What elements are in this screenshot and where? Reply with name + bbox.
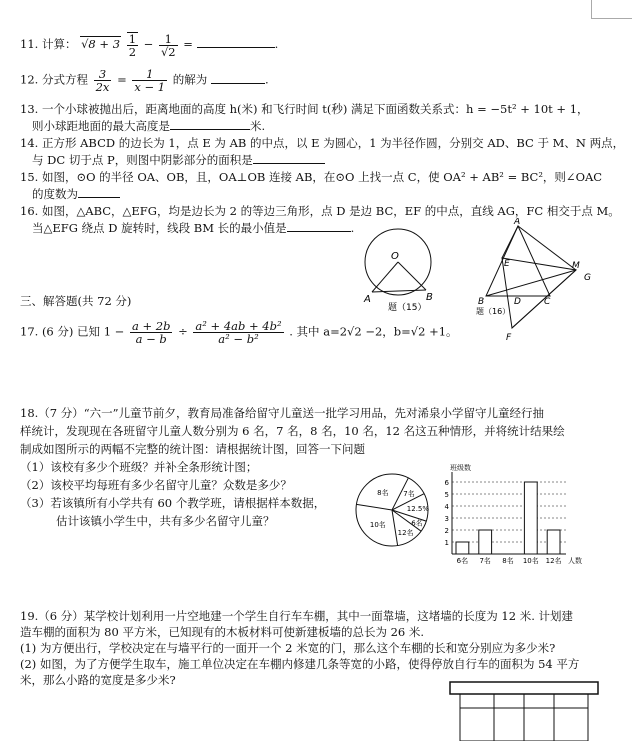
question-16: 16. 如图，△ABC，△EFG，均是边长为 2 的等边三角形，点 D 是边 BC，EF 的中点，直线 AG，FC 相交于点 M。 当△EFG 绕点 D 旋转时，线段 BM 长的最小值是 . [20, 204, 620, 235]
label-b: B [478, 297, 485, 307]
figure-15-caption: 题（15） [388, 303, 427, 313]
page-corner-mark [591, 0, 632, 19]
question-18: 18.（7 分）“六一”儿童节前夕，教育局准备给留守儿童送一批学习用品，先对浠泉小学留守儿童经行抽 样统计，发现现在各班留守儿童人数分别为 6 名，7 名，8 名，10 名，12 名这五种情形，并将统计结果绘 制成如图所示的两幅不完整的统计图：请根据统计图，回答一下问题 （1）该校有多少个班级？并补全条形统计图； （2）该校平均每班有多少名留守儿童？众数是多少？ （3）若该镇所有小学共有 60 个教学班，请根据样本数据， 估计该镇小学生中，共有多少名留守儿童？ [20, 406, 565, 528]
y-tick-label: 3 [444, 515, 449, 523]
label-f: F [506, 333, 512, 343]
x-axis-label: 人数 [568, 557, 582, 565]
q11-expression: √8 + 3 [81, 37, 121, 51]
bar [524, 482, 537, 554]
figure-19 [444, 676, 604, 741]
label-c: C [544, 297, 551, 307]
q17-fraction-1: $\frac{a + 2b}{a - b}$ [131, 319, 171, 346]
label-a: A [364, 294, 371, 305]
pie-slice-label: 7名 [403, 490, 415, 499]
bar [456, 542, 469, 554]
question-14: 14. 正方形 ABCD 的边长为 1，点 E 为 AB 的中点，以 E 为圆心，1 为半径作圆，分别交 AD、BC 于 M、N 两点， 与 DC 切于点 P，则图中阴影部分的面积是 [20, 136, 625, 167]
bar [547, 530, 560, 554]
bar-chart-body [445, 463, 582, 565]
q11-answer-blank[interactable] [197, 35, 275, 48]
q14-answer-blank[interactable] [253, 151, 325, 164]
pie-slice-label: 6名 [411, 519, 423, 528]
pie-chart [352, 470, 432, 550]
figure-16-caption: 题（16） [476, 307, 511, 316]
wall [450, 682, 598, 694]
triangle-efg [502, 258, 576, 328]
pie-slice-label: 8名 [377, 489, 389, 498]
label-m: M [572, 261, 580, 271]
x-tick-label: 8名 [502, 557, 514, 565]
pie-slice-label: 12名 [397, 529, 414, 538]
figure-15 [358, 222, 448, 314]
x-tick-label: 10名 [522, 557, 539, 565]
question-17: 17. (6 分) 已知 1 − $\frac{a + 2b}{a - b}$ ÷ $\frac{\text{a² + 4ab + 4b²}}{\text{a² − b²}}$ . 其中 a=2√2 −2，b=√2 +1。 [20, 319, 458, 346]
bar [479, 530, 492, 554]
y-tick-label: 4 [444, 503, 449, 511]
section-3-heading: 三、解答题(共 72 分) [20, 294, 132, 308]
question-13: 13. 一个小球被抛出后，距离地面的高度 h(米) 和飞行时间 t(秒) 满足下面函数关系式：h = −5t² + 10t + 1， 则小球距地面的最大高度是 米. [20, 102, 589, 133]
segment-bm [486, 270, 576, 296]
q16-answer-blank[interactable] [287, 219, 351, 232]
x-tick-label: 6名 [456, 557, 469, 565]
label-d: D [514, 297, 521, 307]
label-b: B [426, 292, 433, 303]
question-12: 12. 分式方程 $\frac{3}{2x}$ = $\frac{1}{x - 1}$ 的解为 . [20, 67, 269, 94]
q15-answer-blank[interactable] [78, 185, 120, 198]
q12-fraction-2: $\frac{1}{x - 1}$ [134, 67, 166, 94]
label-g: G [584, 273, 591, 283]
y-axis-label: 班级数 [450, 464, 471, 472]
q11-fraction-2: $\frac{1}{√2}$ [160, 31, 176, 59]
bar-chart [432, 462, 582, 570]
q11-fraction-1: $\frac{1}{2}$ [128, 32, 137, 59]
segment-oa [372, 262, 398, 292]
line-ag [518, 226, 576, 270]
q17-fraction-2: $\frac{\text{a² + 4ab + 4b²}}{\text{a² − b²}}$ [195, 319, 282, 346]
q12-fraction-1: $\frac{3}{2x}$ [95, 67, 110, 94]
question-19: 19.（6 分）某学校计划利用一片空地建一个学生自行车车棚，其中一面靠墙，这堵墙的长度为 12 米. 计划建 造车棚的面积为 80 平方米，已知现有的木板材料可使新建板墙的总长为 26 米. (1) 为方便出行，学校决定在与墙平行的一面开一个 2 米宽的门，那么这个车棚的长和宽分别应为多少米? (2) 如图，为了方便学生取车，施工单位决定在车棚内修建几条等宽的小路，使得停放自行车的面积为 54 平方 米，那么小路的宽度是多少米? [20, 609, 580, 687]
segment-ob [398, 262, 426, 290]
pie-slice-label: 12.5% [406, 504, 430, 513]
y-tick-label: 1 [444, 539, 449, 547]
q13-answer-blank[interactable] [170, 117, 250, 130]
label-a: A [514, 218, 521, 227]
shed-grid [460, 694, 588, 741]
label-e: E [504, 259, 510, 269]
q12-answer-blank[interactable] [211, 71, 265, 84]
question-15: 15. 如图，⊙O 的半径 OA、OB，且，OA⊥OB 连接 AB，在⊙O 上找一点 C，使 OA² + AB² = BC²，则∠OAC 的度数为 [20, 170, 603, 201]
pie-slice-label: 10名 [369, 521, 386, 530]
y-tick-label: 2 [444, 527, 449, 535]
figure-16 [468, 218, 598, 344]
x-tick-label: 7名 [479, 557, 491, 565]
x-tick-label: 12名 [545, 557, 562, 565]
y-tick-label: 6 [444, 479, 449, 487]
label-o: O [391, 251, 399, 262]
question-11: 11. 计算： √8 + 3 $\frac{1}{2}$ − $\frac{1}{√2}$ = . [20, 31, 279, 59]
y-tick-label: 5 [444, 491, 449, 499]
segment-ae [502, 226, 518, 258]
